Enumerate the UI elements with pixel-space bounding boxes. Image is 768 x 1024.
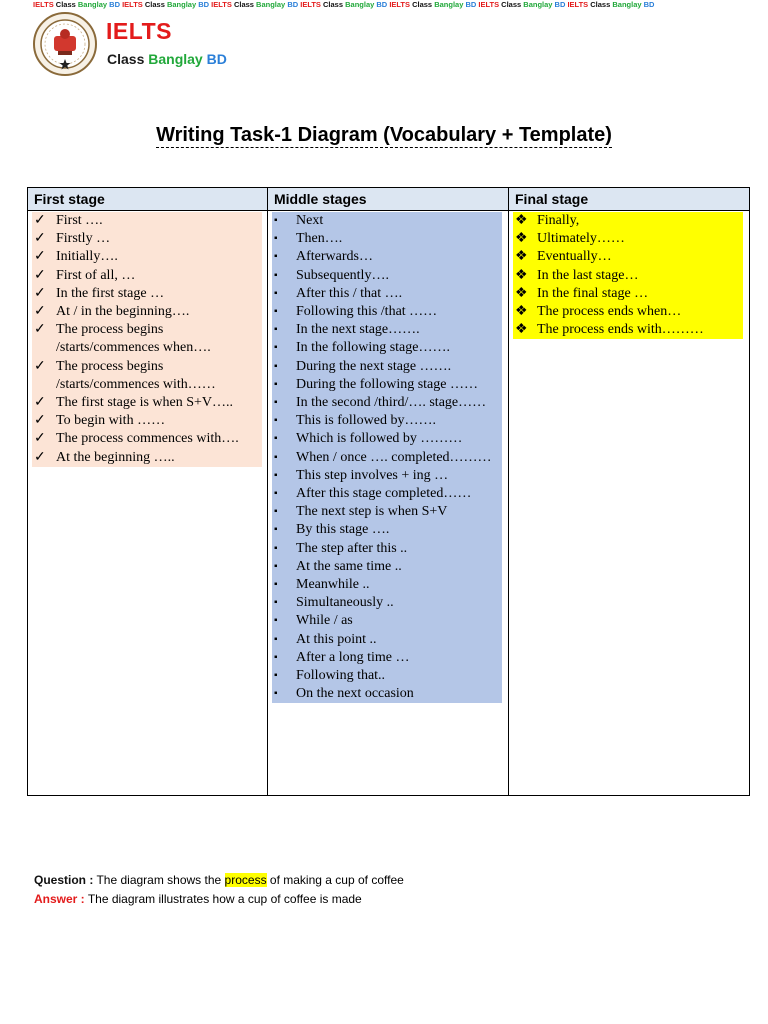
middle-stage-item-text: The step after this ..	[296, 540, 408, 556]
question-highlight: process	[224, 873, 267, 887]
first-stage-item	[32, 394, 262, 412]
first-stage-item	[32, 303, 262, 321]
middle-stage-bullet-icon: ▪	[274, 633, 278, 645]
middle-stage-item	[272, 594, 502, 612]
ticker-segment: IELTS	[567, 0, 591, 9]
middle-stage-item	[272, 321, 502, 339]
final-stage-item-text: In the final stage …	[537, 285, 649, 301]
question-line	[34, 873, 404, 887]
final-stage-item	[513, 248, 743, 266]
ticker-segment: Class	[144, 0, 167, 9]
middle-stage-item-text: Meanwhile ..	[296, 577, 370, 593]
ticker-segment: BD	[109, 0, 123, 9]
middle-stage-item-text: Then….	[296, 231, 343, 247]
final-stage-bullet-icon: ❖	[515, 267, 528, 283]
first-stage-bullet-icon: ✓	[34, 213, 46, 228]
first-stage-item	[32, 430, 262, 448]
final-stage-item-text: Eventually…	[537, 249, 612, 265]
brand-subtitle	[107, 51, 227, 67]
question-label: Question :	[34, 873, 94, 887]
middle-stage-item-text: At this point ..	[296, 631, 377, 647]
middle-stage-item-text: When / once …. completed………	[296, 449, 492, 465]
first-stage-item-text: The process begins /starts/commences when….	[56, 322, 211, 356]
first-stage-item	[32, 358, 262, 394]
middle-stage-item-text: After this stage completed……	[296, 486, 472, 502]
final-stage-item	[513, 267, 743, 285]
middle-stage-item-text: After a long time …	[296, 649, 410, 665]
final-stage-bullet-icon: ❖	[515, 322, 528, 338]
middle-stage-item-text: This is followed by…….	[296, 413, 436, 429]
final-stage-item-text: The process ends with………	[537, 322, 704, 338]
first-stage-bullet-icon: ✓	[34, 285, 46, 301]
middle-stage-bullet-icon: ▪	[274, 378, 278, 390]
first-stage-item-text: The process begins /starts/commences with……	[56, 358, 216, 392]
middle-stage-item	[272, 248, 502, 266]
middle-stage-bullet-icon: ▪	[274, 433, 278, 445]
page-title-text: Writing Task-1 Diagram (Vocabulary + Template)	[156, 124, 612, 146]
first-stage-list	[32, 212, 262, 467]
final-stage-bullet-icon: ❖	[515, 285, 528, 301]
middle-stage-bullet-icon: ▪	[274, 269, 278, 281]
middle-stages-column	[268, 188, 509, 795]
ticker-segment: BD	[465, 0, 479, 9]
brand-sub-class: Class	[107, 51, 145, 67]
middle-stage-bullet-icon: ▪	[274, 560, 278, 572]
ticker-segment: IELTS	[478, 0, 502, 9]
answer-text: The diagram illustrates how a cup of coffee is made	[87, 892, 362, 906]
ticker-segment: Banglay	[434, 0, 466, 9]
middle-stage-item-text: Subsequently….	[296, 267, 389, 283]
middle-stage-item	[272, 358, 502, 376]
ticker-segment: BD	[287, 0, 301, 9]
middle-stage-item	[272, 540, 502, 558]
first-stage-bullet-icon: ✓	[34, 231, 46, 247]
first-stage-bullet-icon: ✓	[34, 431, 46, 447]
first-stage-bullet-icon: ✓	[34, 249, 46, 265]
middle-stage-item-text: By this stage ….	[296, 522, 390, 538]
ticker-segment: BD	[643, 0, 655, 9]
middle-stage-item	[272, 412, 502, 430]
ticker-segment: IELTS	[389, 0, 413, 9]
ticker-segment: Class	[501, 0, 524, 9]
middle-stage-item-text: In the following stage…….	[296, 340, 450, 356]
first-stage-item-text: To begin with ……	[56, 413, 166, 429]
question-text-after: of making a cup of coffee	[269, 873, 404, 887]
first-stage-bullet-icon: ✓	[34, 267, 46, 283]
middle-stage-bullet-icon: ▪	[274, 524, 278, 536]
page-title	[0, 124, 768, 147]
brand-title: IELTS	[106, 18, 172, 44]
final-stage-column	[509, 188, 749, 795]
first-stage-item-text: The first stage is when S+V…..	[56, 395, 234, 411]
middle-stage-item	[272, 521, 502, 539]
brand-ticker	[33, 0, 768, 10]
final-stage-list	[513, 212, 743, 339]
middle-stage-item	[272, 449, 502, 467]
first-stage-item	[32, 267, 262, 285]
middle-stage-item	[272, 212, 502, 230]
middle-stage-item	[272, 631, 502, 649]
middle-stage-item	[272, 685, 502, 703]
middle-stage-item	[272, 267, 502, 285]
middle-stage-bullet-icon: ▪	[274, 451, 278, 463]
final-stage-bullet-icon: ❖	[515, 213, 528, 228]
final-stage-header: Final stage	[509, 188, 749, 211]
first-stage-item-text: At / in the beginning….	[56, 304, 190, 320]
middle-stage-bullet-icon: ▪	[274, 360, 278, 372]
middle-stage-bullet-icon: ▪	[274, 488, 278, 500]
first-stage-item	[32, 285, 262, 303]
middle-stage-item	[272, 503, 502, 521]
middle-stage-bullet-icon: ▪	[274, 215, 278, 226]
middle-stage-item	[272, 485, 502, 503]
first-stage-bullet-icon: ✓	[34, 304, 46, 320]
middle-stage-item-text: Following that..	[296, 668, 386, 684]
answer-label: Answer :	[34, 892, 85, 906]
final-stage-item	[513, 303, 743, 321]
ticker-segment: IELTS	[33, 0, 56, 9]
final-stage-item	[513, 321, 743, 339]
final-stage-item-text: In the last stage…	[537, 267, 639, 283]
brand-logo-icon	[33, 12, 97, 76]
first-stage-item	[32, 230, 262, 248]
question-text-before: The diagram shows the	[96, 873, 222, 887]
middle-stage-item-text: At the same time ..	[296, 558, 402, 574]
first-stage-item-text: Initially….	[56, 249, 118, 265]
middle-stage-bullet-icon: ▪	[274, 615, 278, 627]
middle-stages-header: Middle stages	[268, 188, 508, 211]
first-stage-item	[32, 449, 262, 467]
vocabulary-table	[27, 187, 750, 796]
brand-sub-bd: BD	[206, 51, 227, 67]
ticker-segment: Class	[233, 0, 257, 9]
ticker-segment: BD	[376, 0, 390, 9]
first-stage-bullet-icon: ✓	[34, 449, 46, 465]
middle-stage-item-text: While / as	[296, 613, 353, 629]
final-stage-item-text: Ultimately……	[537, 231, 625, 247]
middle-stage-bullet-icon: ▪	[274, 415, 278, 427]
first-stage-item-text: Firstly …	[56, 231, 111, 247]
first-stage-bullet-icon: ✓	[34, 322, 46, 338]
ticker-segment: Banglay	[166, 0, 199, 9]
first-stage-item	[32, 248, 262, 266]
middle-stage-item-text: During the next stage …….	[296, 358, 452, 374]
first-stage-item-text: At the beginning …..	[56, 449, 175, 465]
ticker-segment: IELTS	[122, 0, 145, 9]
first-stage-item-text: First of all, …	[56, 267, 136, 283]
final-stage-item-text: Finally,	[537, 213, 580, 228]
ticker-segment: IELTS	[211, 0, 234, 9]
middle-stage-item-text: Next	[296, 213, 324, 228]
middle-stage-item	[272, 394, 502, 412]
middle-stage-item	[272, 303, 502, 321]
middle-stage-bullet-icon: ▪	[274, 342, 278, 354]
middle-stage-bullet-icon: ▪	[274, 251, 278, 263]
ticker-segment: Banglay	[256, 0, 288, 9]
final-stage-item-text: The process ends when…	[537, 304, 682, 320]
middle-stage-item	[272, 576, 502, 594]
middle-stage-item	[272, 649, 502, 667]
final-stage-bullet-icon: ❖	[515, 304, 528, 320]
middle-stage-bullet-icon: ▪	[274, 597, 278, 609]
middle-stage-bullet-icon: ▪	[274, 542, 278, 554]
first-stage-item	[32, 412, 262, 430]
middle-stage-item-text: Following this /that ……	[296, 304, 438, 320]
first-stage-bullet-icon: ✓	[34, 358, 46, 374]
middle-stage-bullet-icon: ▪	[274, 233, 278, 245]
ticker-segment: Class	[55, 0, 78, 9]
middle-stage-item-text: On the next occasion	[296, 686, 414, 702]
answer-line	[34, 892, 362, 906]
ticker-segment: Class	[590, 0, 613, 9]
final-stage-bullet-icon: ❖	[515, 231, 528, 247]
middle-stage-item-text: Afterwards…	[296, 249, 373, 265]
middle-stage-bullet-icon: ▪	[274, 651, 278, 663]
ticker-segment: Banglay	[612, 0, 644, 9]
ticker-segment: IELTS	[300, 0, 324, 9]
first-stage-bullet-icon: ✓	[34, 413, 46, 429]
ticker-segment: Banglay	[77, 0, 110, 9]
middle-stage-item	[272, 339, 502, 357]
middle-stage-bullet-icon: ▪	[274, 506, 278, 518]
first-stage-item	[32, 321, 262, 357]
middle-stage-bullet-icon: ▪	[274, 324, 278, 336]
middle-stage-item	[272, 467, 502, 485]
middle-stage-item	[272, 558, 502, 576]
middle-stage-bullet-icon: ▪	[274, 579, 278, 591]
middle-stage-item-text: Which is followed by ………	[296, 431, 463, 447]
first-stage-item-text: First ….	[56, 213, 103, 228]
middle-stage-bullet-icon: ▪	[274, 397, 278, 409]
middle-stage-item-text: Simultaneously ..	[296, 595, 394, 611]
ticker-segment: BD	[198, 0, 212, 9]
middle-stage-item-text: In the next stage…….	[296, 322, 420, 338]
middle-stage-item	[272, 430, 502, 448]
middle-stage-bullet-icon: ▪	[274, 469, 278, 481]
first-stage-item-text: The process commences with….	[56, 431, 239, 447]
middle-stage-item	[272, 285, 502, 303]
first-stage-item	[32, 212, 262, 230]
middle-stage-item-text: The next step is when S+V	[296, 504, 448, 520]
final-stage-item	[513, 285, 743, 303]
middle-stage-bullet-icon: ▪	[274, 670, 278, 682]
first-stage-bullet-icon: ✓	[34, 395, 46, 411]
middle-stage-item	[272, 230, 502, 248]
middle-stage-item	[272, 376, 502, 394]
middle-stage-item	[272, 667, 502, 685]
ticker-segment: Banglay	[345, 0, 377, 9]
first-stage-header: First stage	[28, 188, 267, 211]
ticker-segment: BD	[554, 0, 568, 9]
middle-stage-item-text: During the following stage ……	[296, 376, 478, 392]
final-stage-bullet-icon: ❖	[515, 249, 528, 265]
middle-stage-bullet-icon: ▪	[274, 688, 278, 700]
middle-stage-item-text: In the second /third/…. stage……	[296, 395, 487, 411]
ticker-segment: Banglay	[523, 0, 555, 9]
final-stage-item	[513, 212, 743, 230]
middle-stage-item	[272, 612, 502, 630]
middle-stages-list	[272, 212, 502, 703]
middle-stage-item-text: This step involves + ing …	[296, 467, 449, 483]
ticker-segment: Class	[323, 0, 346, 9]
first-stage-column	[28, 188, 268, 795]
final-stage-item	[513, 230, 743, 248]
ticker-segment: Class	[412, 0, 435, 9]
brand-sub-banglay: Banglay	[148, 51, 203, 67]
first-stage-item-text: In the first stage …	[56, 285, 165, 301]
middle-stage-item-text: After this / that ….	[296, 285, 403, 301]
middle-stage-bullet-icon: ▪	[274, 306, 278, 318]
middle-stage-bullet-icon: ▪	[274, 287, 278, 299]
